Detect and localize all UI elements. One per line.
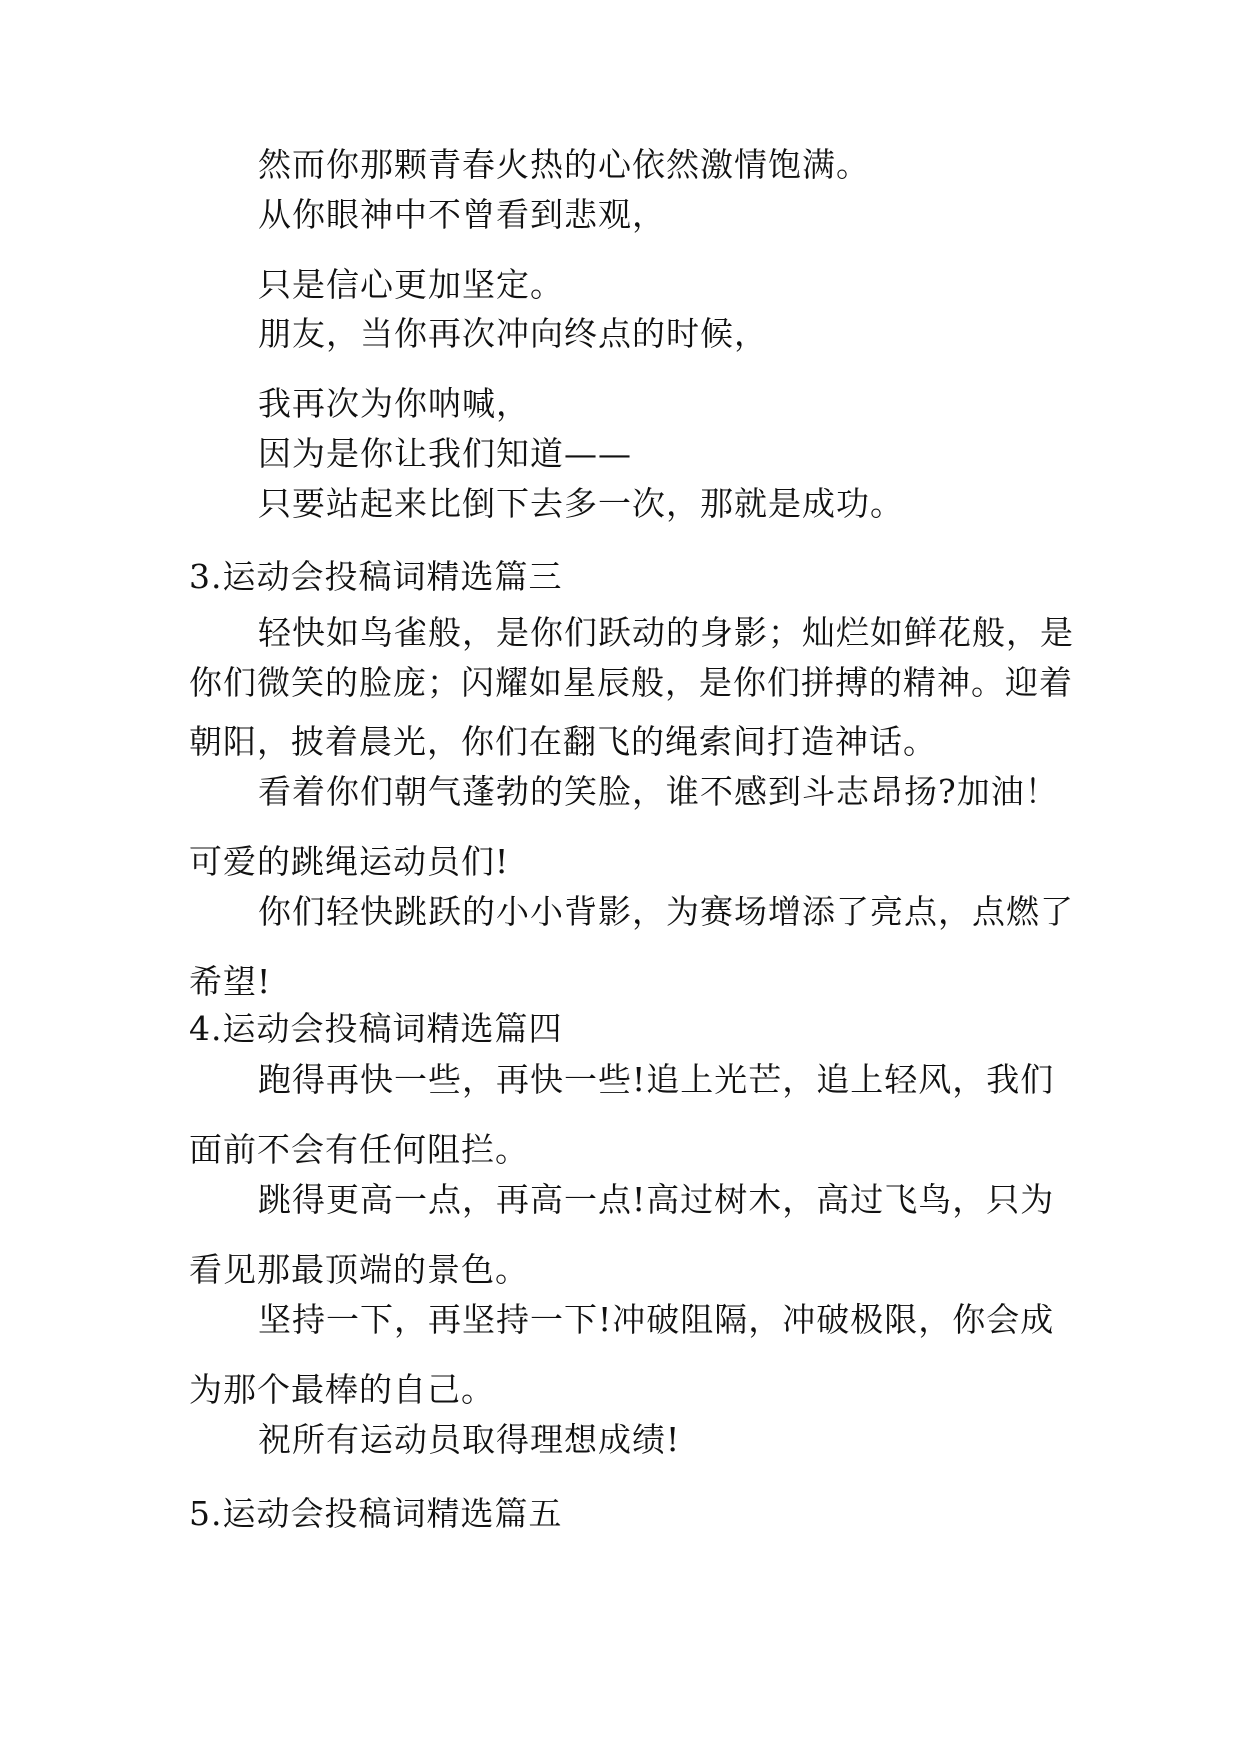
paragraph-line: 看着你们朝气蓬勃的笑脸，谁不感到斗志昂扬?加油！ <box>258 772 1059 811</box>
paragraph-line: 从你眼神中不曾看到悲观， <box>258 195 666 234</box>
paragraph-line: 看见那最顶端的景色。 <box>189 1250 529 1289</box>
paragraph-line: 只是信心更加坚定。 <box>258 265 564 304</box>
paragraph-line: 我再次为你呐喊， <box>258 384 530 423</box>
paragraph-line: 你们微笑的脸庞；闪耀如星辰般，是你们拼搏的精神。迎着 <box>189 663 1073 702</box>
paragraph-line: 跳得更高一点，再高一点!高过树木，高过飞鸟，只为 <box>258 1180 1055 1219</box>
paragraph-line: 面前不会有任何阻拦。 <box>189 1130 529 1169</box>
paragraph-line: 然而你那颗青春火热的心依然激情饱满。 <box>258 145 870 184</box>
paragraph-line: 为那个最棒的自己。 <box>189 1370 495 1409</box>
paragraph-line: 你们轻快跳跃的小小背影，为赛场增添了亮点，点燃了 <box>258 892 1074 931</box>
section-heading: 3.运动会投稿词精选篇三 <box>189 557 563 596</box>
section-heading: 4.运动会投稿词精选篇四 <box>189 1009 563 1048</box>
paragraph-line: 因为是你让我们知道—— <box>258 434 632 473</box>
paragraph-line: 坚持一下，再坚持一下!冲破阻隔，冲破极限，你会成 <box>258 1300 1055 1339</box>
paragraph-line: 轻快如鸟雀般，是你们跃动的身影；灿烂如鲜花般，是 <box>258 613 1074 652</box>
paragraph-line: 朝阳，披着晨光，你们在翻飞的绳索间打造神话。 <box>189 722 937 761</box>
paragraph-line: 跑得再快一些，再快一些!追上光芒，追上轻风，我们 <box>258 1060 1055 1099</box>
paragraph-line: 朋友，当你再次冲向终点的时候， <box>258 314 768 353</box>
paragraph-line: 可爱的跳绳运动员们! <box>189 842 510 881</box>
paragraph-line: 希望! <box>189 962 272 1001</box>
paragraph-line: 只要站起来比倒下去多一次，那就是成功。 <box>258 484 904 523</box>
paragraph-line: 祝所有运动员取得理想成绩! <box>258 1420 681 1459</box>
section-heading: 5.运动会投稿词精选篇五 <box>189 1494 563 1533</box>
